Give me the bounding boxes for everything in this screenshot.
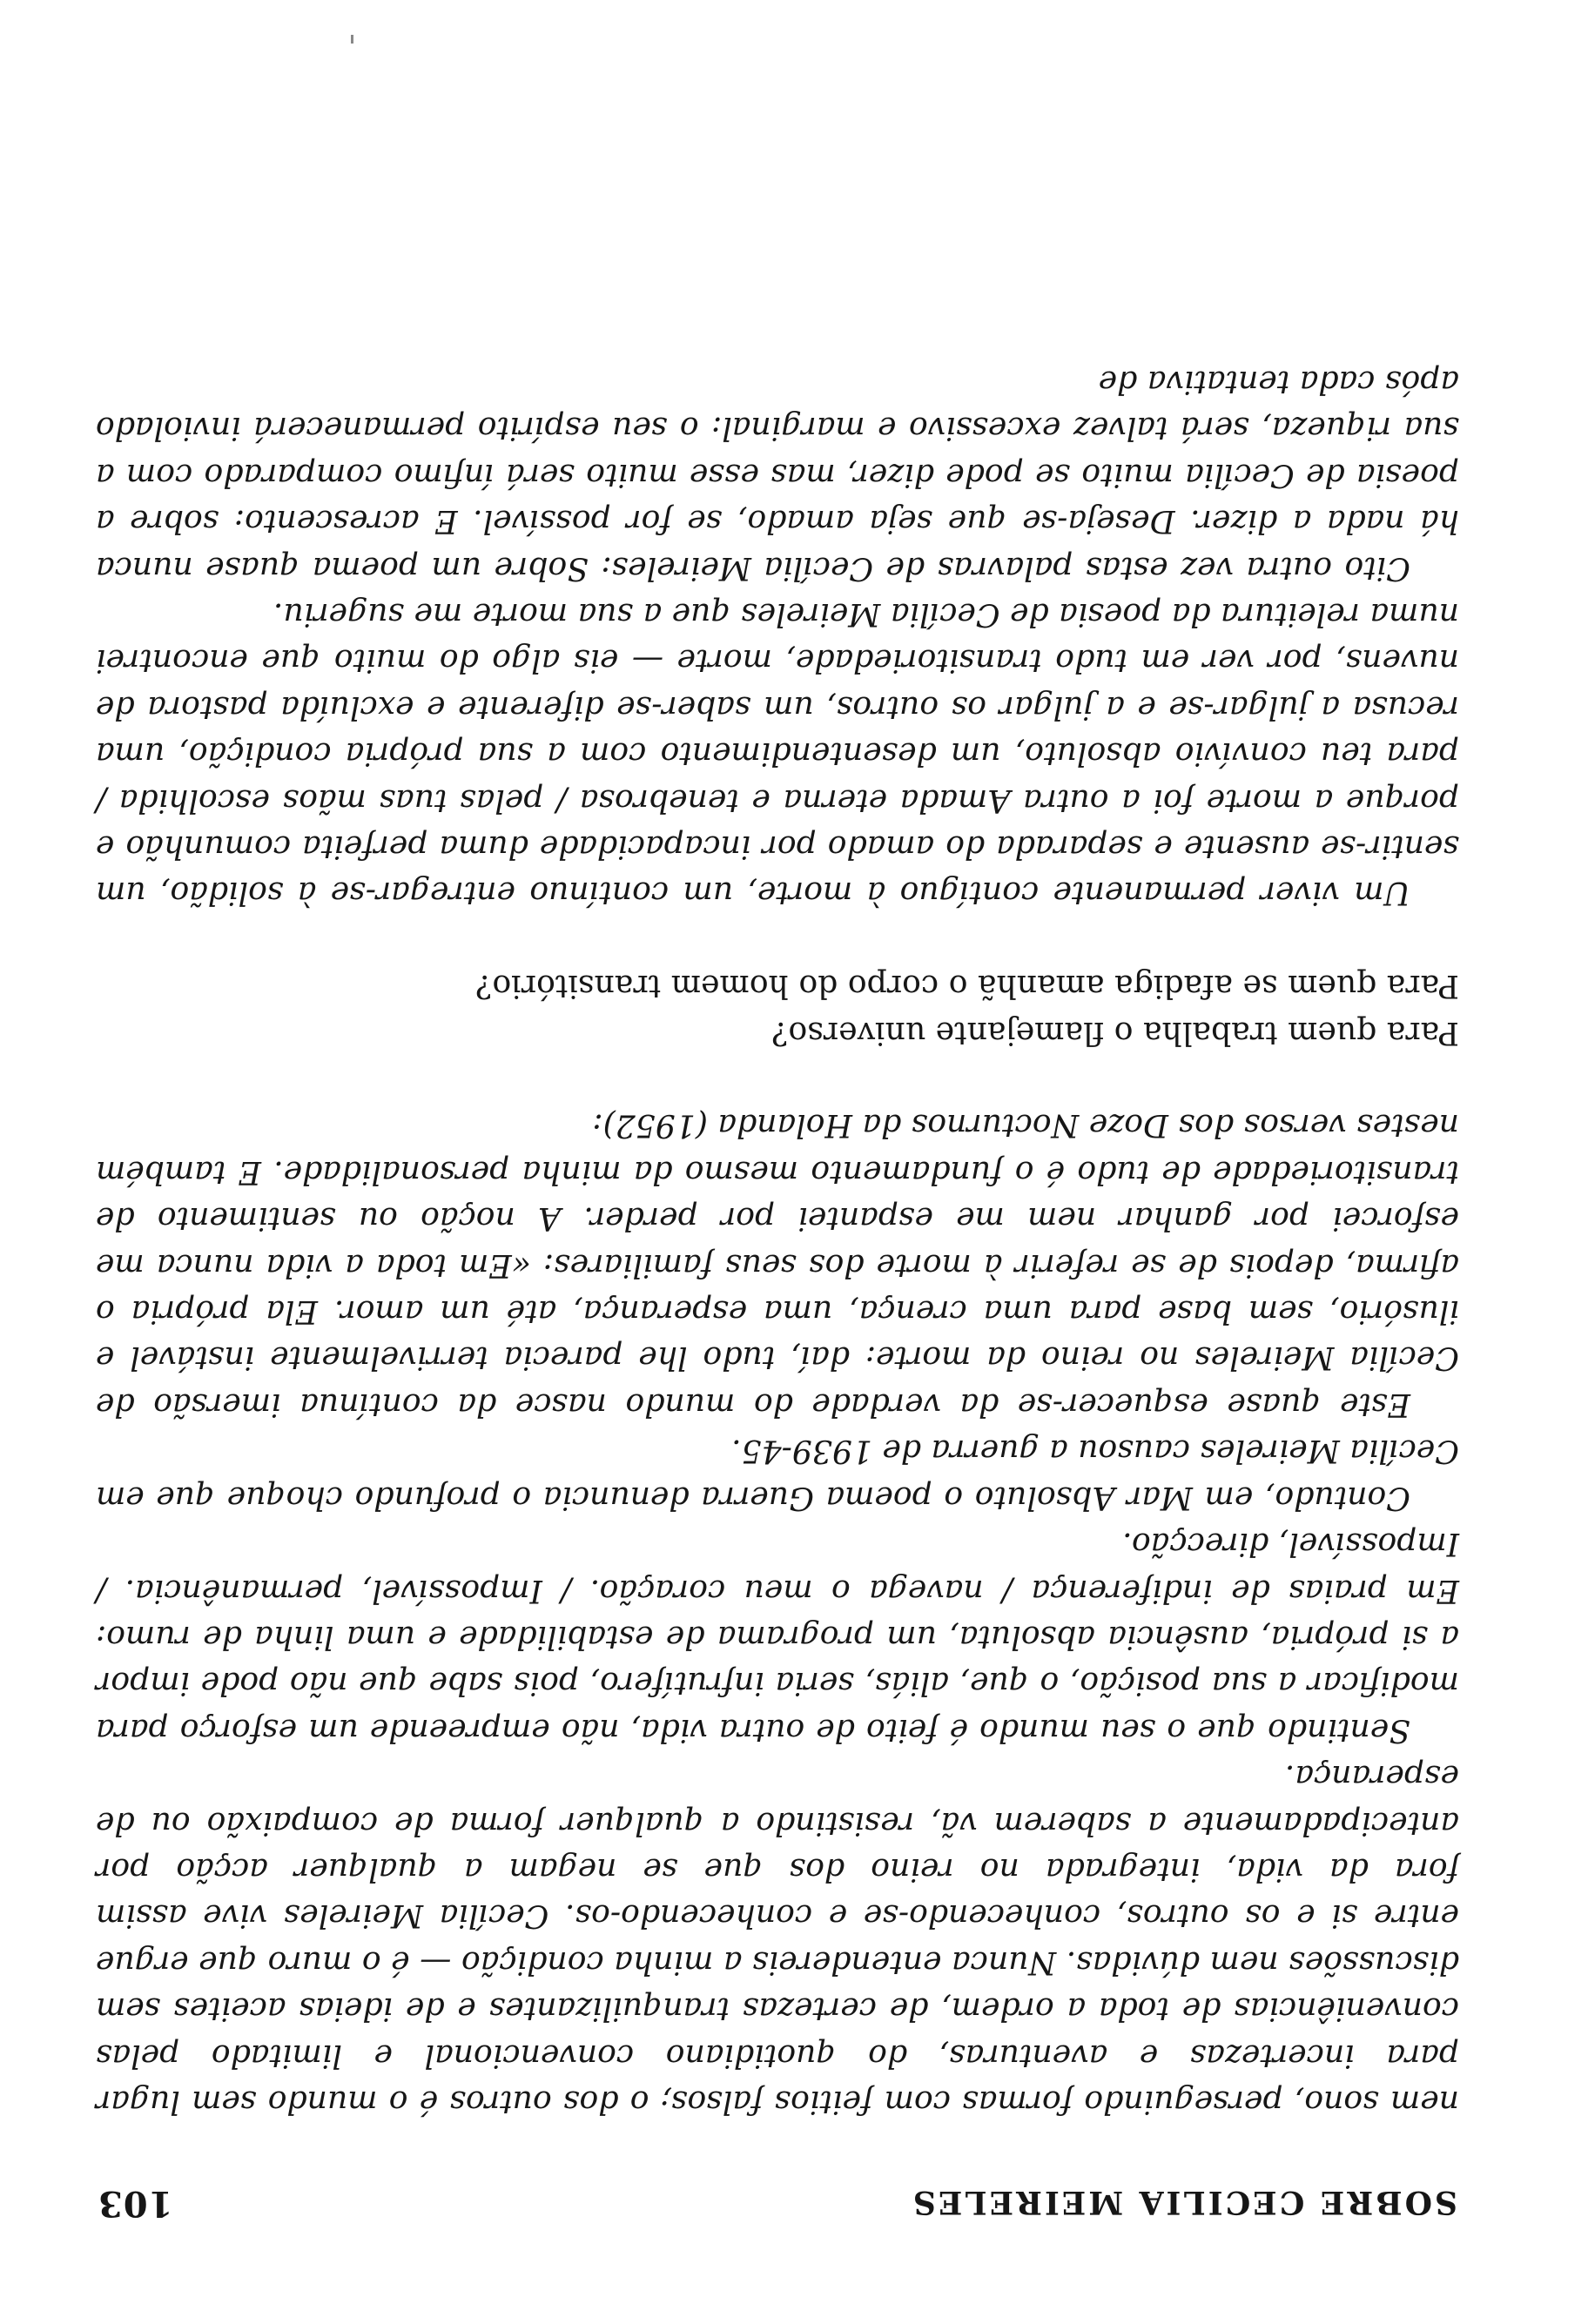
- running-header: [98, 2183, 1457, 2224]
- page-number: 103: [98, 2183, 173, 2224]
- paragraph-4: Este quase esquecer-se da verdade do mundo nasce da contínua imersão de Cecília Meireles no reino da morte: daí, tudo lhe parecia terrivelmente instável e ilusório, sem base para uma crença, uma esperança, até um amor. Ela própria o afirma, depois de se referir à morte dos seus familiares: «Em toda a vida nunca me esforcei por ganhar nem me espantei por perder. A noção ou sentimento de transitoriedade de tudo é o fundamento mesmo da minha personalidade. E também nestes versos dos Doze Nocturnos da Holanda (1952):: [96, 1107, 1459, 1424]
- paragraph-3: Contudo, em Mar Absoluto o poema Guerra denuncia o profundo choque que em Cecília Meireles causou a guerra de 1939-45.: [96, 1433, 1459, 1517]
- running-title: SOBRE CECILIA MEIRELES: [910, 2184, 1457, 2220]
- spacer: [96, 917, 1459, 963]
- paragraph-6: Cito outra vez estas palavras de Cecília Meireles: Sobre um poema quase nunca há nada a dizer. Deseja-se que seja amado, se for possível. E acrescento: sobre a poesia de Cecília muito se pode dizer, mas esse muito será ínfimo comparado com a sua riqueza, será talvez excessivo e marginal: o seu espírito permanecerá inviolado após cada tentativa de: [96, 364, 1459, 588]
- paragraph-1: nem sono, perseguindo formas com feitios falsos; o dos outros é o mundo sem lugar para incertezas e aventuras, do quotidiano convencional e limitado pelas conveniências de toda a ordem, de certezas tranquilizantes e de ideias aceites sem discussões nem dúvidas. Nunca entendereis a minha condição — é o muro que ergue entre si e os outros, conhecendo-se e conhecendo-os. Cecília Meireles vive assim fora da vida, integrada no reino dos que se negam a qualquer acção por antecipadamente a saberem vã, resistindo a qualquer forma de compaixão ou de esperança.: [96, 1758, 1459, 2121]
- verse-line-1: Para quem trabalha o flamejante universo?: [771, 1014, 1459, 1052]
- body-text: [96, 359, 1459, 2126]
- paragraph-5: Um viver permanente contíguo à morte, um contínuo entregar-se à solidão, um sentir-se ausente e separada do amado por incapacidade duma perfeita comunhão e porque a morte foi a outra Amada eterna e tenebrosa / pelas tuas mãos escolhida / para teu convívio absoluto, um desentendimento com a sua própria condição, uma recusa a julgar-se e a julgar os outros, um saber-se diferente e excluída pastora de nuvens, por ver em tudo transitoriedade, morte — eis algo do muito que encontrei numa releitura da poesia de Cecília Meireles que a sua morte me sugeriu.: [96, 596, 1459, 913]
- paragraph-2: Sentindo que o seu mundo é feito de outra vida, não empreende um esforço para modificar a sua posição, o que, aliás, seria infrutífero, pois sabe que não pode impor a si própria, ausência absoluta, um programa de estabilidade e uma linha de rumo: Em praias de indiferença / navega o meu coração. / Impossível, permanência. / Impossível, direcção.: [96, 1526, 1459, 1750]
- scan-speck: [351, 35, 353, 44]
- spacer: [96, 1057, 1459, 1103]
- verse-line-2: Para quem se afadiga amanhã o corpo do homem transitório?: [475, 968, 1459, 1006]
